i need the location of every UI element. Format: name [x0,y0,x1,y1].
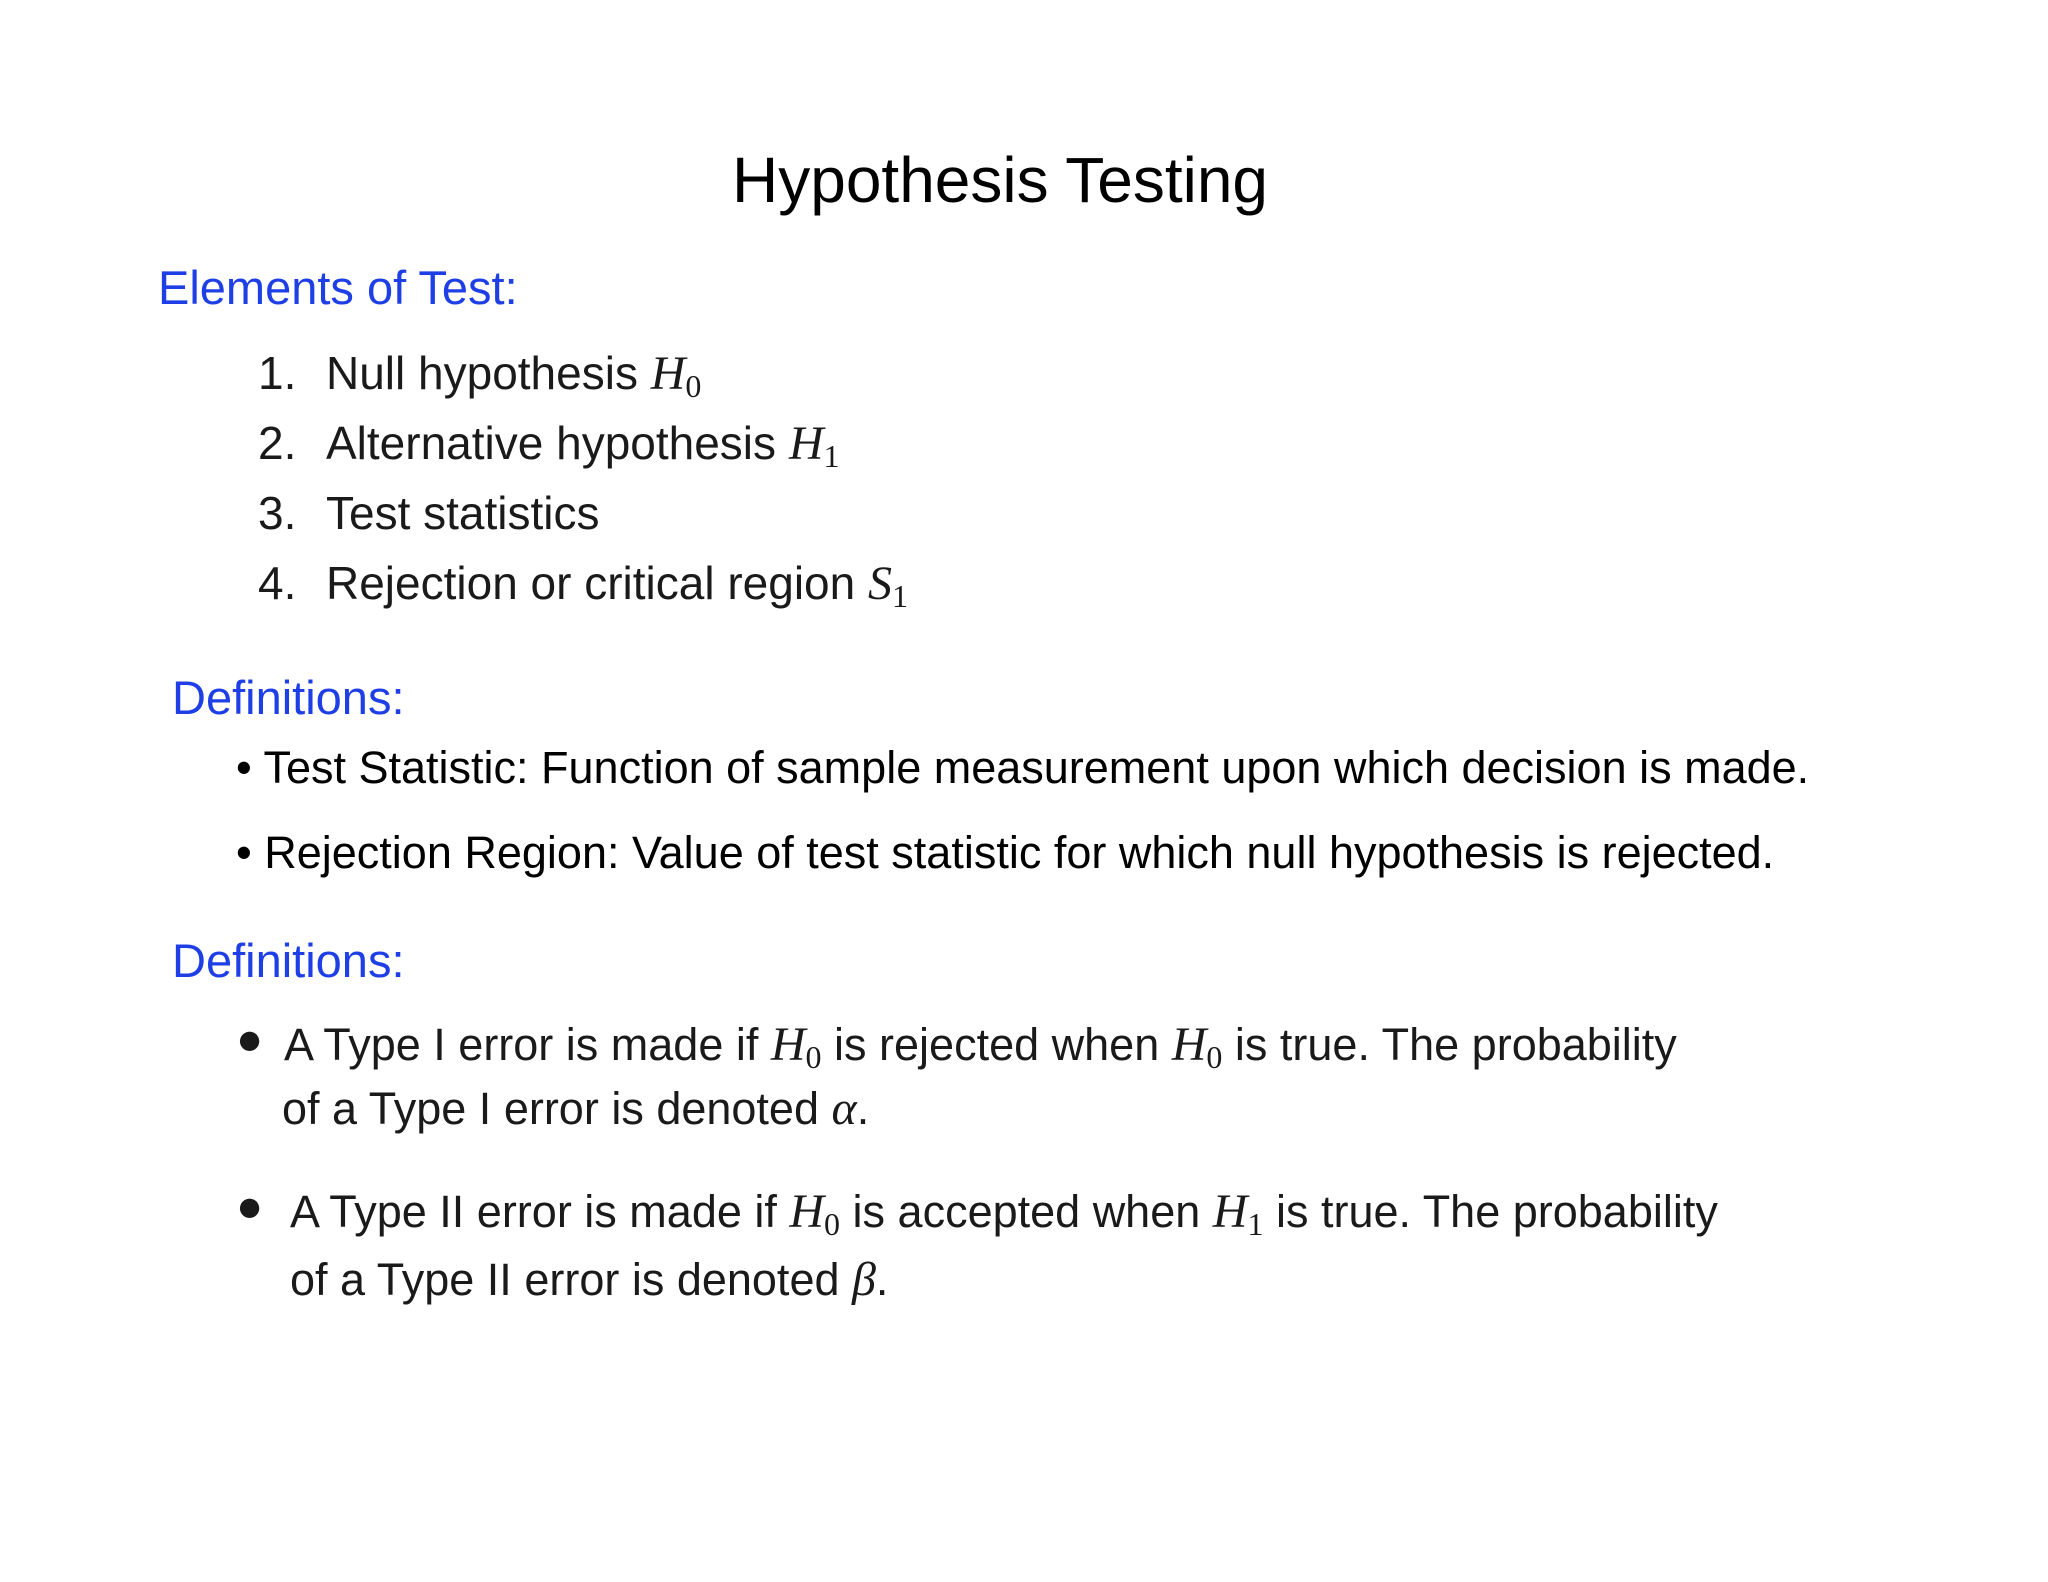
math-symbol: $H_0$ [650,347,702,404]
math-symbol: $S_1$ [868,557,909,614]
item-number: 3. [258,487,297,539]
type-one-line-2: of a Type I error is denoted α. [282,1082,870,1135]
list-item [258,548,908,618]
bullet-icon: ● [236,1013,264,1064]
list-item [258,338,908,408]
definitions-heading: Definitions: [172,671,405,724]
list-item [258,478,908,548]
item-text: Alternative hypothesis [326,417,789,469]
item-number: 4. [258,557,297,609]
page-title: Hypothesis Testing [732,144,1268,216]
item-number: 2. [258,417,297,469]
type-two-line-1: A Type II error is made if $H_0$ is accepted when $H_1$ is true. The probability [290,1185,1718,1242]
type-two-line-2: of a Type II error is denoted β. [290,1253,889,1306]
list-item [258,408,908,478]
definitions-heading-errors: Definitions: [172,934,405,987]
bullet-icon: ● [236,1180,264,1231]
type-one-line-1: A Type I error is made if $H_0$ is rejected when $H_0$ is true. The probability [284,1018,1677,1075]
item-number: 1. [258,347,297,399]
math-symbol: $H_1$ [788,417,840,474]
definition-rejection-region: • Rejection Region: Value of test statistic for which null hypothesis is rejected. [236,827,1775,878]
item-text: Test statistics [326,487,600,539]
item-text: Null hypothesis [326,347,651,399]
item-text: Rejection or critical region [326,557,869,609]
elements-list [258,338,908,618]
elements-heading: Elements of Test: [158,261,518,314]
definition-test-statistic: • Test Statistic: Function of sample measurement upon which decision is made. [236,742,1810,793]
